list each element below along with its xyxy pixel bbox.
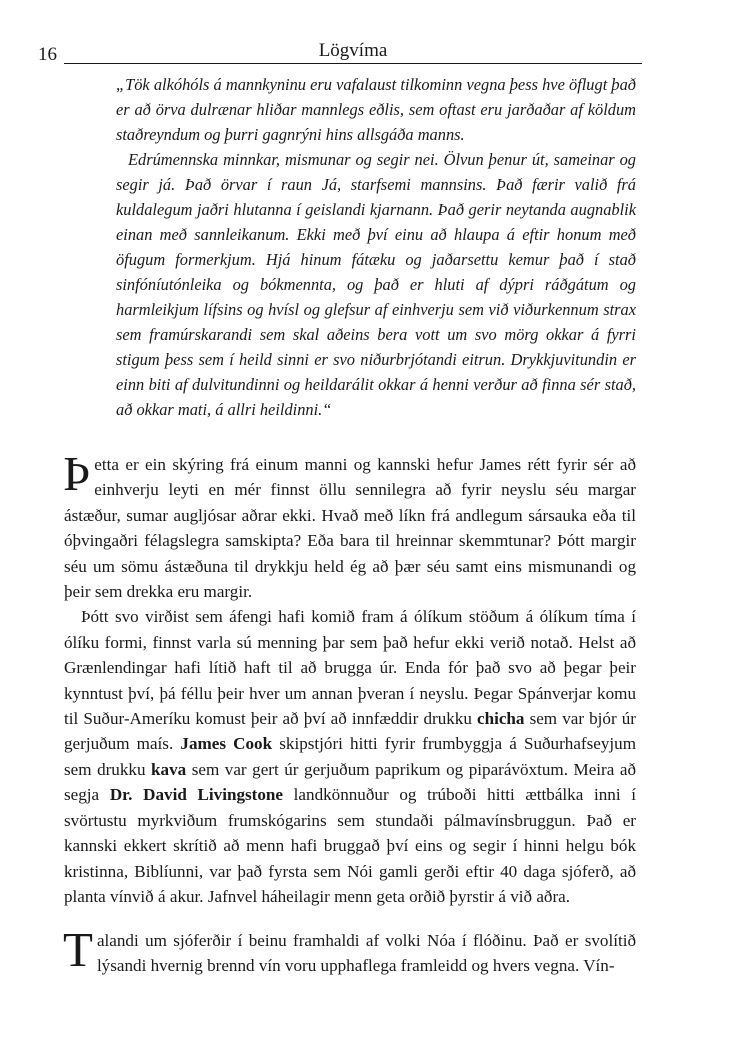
text-run: Þótt svo virðist sem áfengi hafi komið fram á ólíkum stöðum á ólíkum tíma í ólíku formi, finnst varla sú menning þar sem það hefur ekki verið notað. Helst að Grænlendingar hafi lítið haft til að brugga úr. Enda fór það svo að þegar þeir kynntust því, þá féllu þeir hver um annan þveran í neyslu. Þegar Spánverjar komu til Suður-Ameríku komust þeir að því að innfæddir drukku bbox=[64, 607, 636, 729]
header-rule bbox=[64, 63, 642, 64]
bold-term: kava bbox=[151, 759, 187, 779]
page-number: 16 bbox=[38, 44, 57, 65]
paragraph-text: etta er ein skýring frá einum manni og kannski hefur James rétt fyrir sér að einhverju leyti en mér finnst öllu sennilegra að fyrir neyslu séu margar ástæður, sumar augljósar aðrar ekki. Hvað með líkn frá andlegum sársauka eða til óþvingaðri félagslegra samskipta? Eða bara til hreinnar skemmtunar? Þótt margir séu um sömu ástæðuna til drykkju held ég að þær séu samt eins mismunandi og þeir sem drekka eru margir. bbox=[64, 455, 636, 602]
body-paragraph bbox=[63, 922, 636, 979]
body-paragraph bbox=[64, 604, 636, 909]
text-run: landkönnuður og trúboði hitti ættbálka inni í svörtustu myrkviðum frumskógarins sem stundaði pálmavínsbruggun. Það er kannski ekkert skrítið að menn hafi bruggað því eins og segir í hinni helgu bók kristinna, Biblíunni, var það fyrsta sem Nói gamli gerði eftir 40 daga sjóferð, að planta vínvið á akur. Jafnvel háheilagir menn geta orðið þyrstir á við aðra. bbox=[64, 785, 636, 906]
text-run: sem var gert úr gerjuðum paprikum og piparávöxtum. Meira að segja bbox=[64, 759, 636, 805]
body-text bbox=[63, 446, 637, 909]
bold-term: chicha bbox=[476, 709, 525, 729]
body-text bbox=[63, 922, 636, 979]
paragraph-text: alandi um sjóferðir í beinu framhaldi af volki Nóa í flóðinu. Það er svolítið lýsandi hvernig brennd vín voru upphaflega framleidd og hvers vegna. Vín- bbox=[96, 931, 636, 976]
running-title: Lögvíma bbox=[318, 40, 388, 61]
drop-cap: Þ bbox=[63, 446, 91, 501]
drop-cap: T bbox=[63, 922, 93, 977]
bold-term: Dr. David Livingstone bbox=[109, 785, 283, 805]
text-run: sem var bjór úr gerjuðum maís. bbox=[64, 709, 636, 754]
quote-paragraph: Edrúmennska minnkar, mismunar og segir nei. Ölvun þenur út, sameinar og segir já. Það örvar í raun Já, starfsemi mannsins. Það færir valið frá kuldalegum jaðri hlutanna í geislandi kjarnann. Það gerir neytanda augnablik einan með sannleikanum. Ekki með því einu að hlaupa á eftir honum með öfugum formerkjum. Hjá hinum fátæku og jaðarsettu kemur það í stað sinfóníutónleika og bókmennta, og það er hluti af dýpri ráðgátum og harmleikjum lífsins og hvísl og glefsur af einhverju sem við viðurkennum strax sem framúrskarandi sem skal aðeins bera vott um svo mörg okkar á fyrri stigum þess sem í heild sinni er svo niðurbrjótandi eitrun. Drykkjuvitundin er einn biti af dulvitundinni og heildarálit okkar á henni verður að finna sér stað, að okkar mati, á allri heildinni.“ bbox=[116, 150, 636, 419]
text-run: skipstjóri hitti fyrir frumbyggja á Suðurhafseyjum sem drukku bbox=[64, 734, 637, 779]
body-paragraph bbox=[63, 446, 636, 604]
block-quote bbox=[116, 72, 636, 422]
quote-paragraph: „Tök alkóhóls á mannkyninu eru vafalaust tilkominn vegna þess hve öflugt það er að örva dulrænar hliðar mannlegs eðlis, sem oftast eru jarðaðar af köldum staðreyndum og þurri gagnrýni hins allsgáða manns. bbox=[116, 75, 636, 144]
bold-term: James Cook bbox=[180, 734, 273, 754]
